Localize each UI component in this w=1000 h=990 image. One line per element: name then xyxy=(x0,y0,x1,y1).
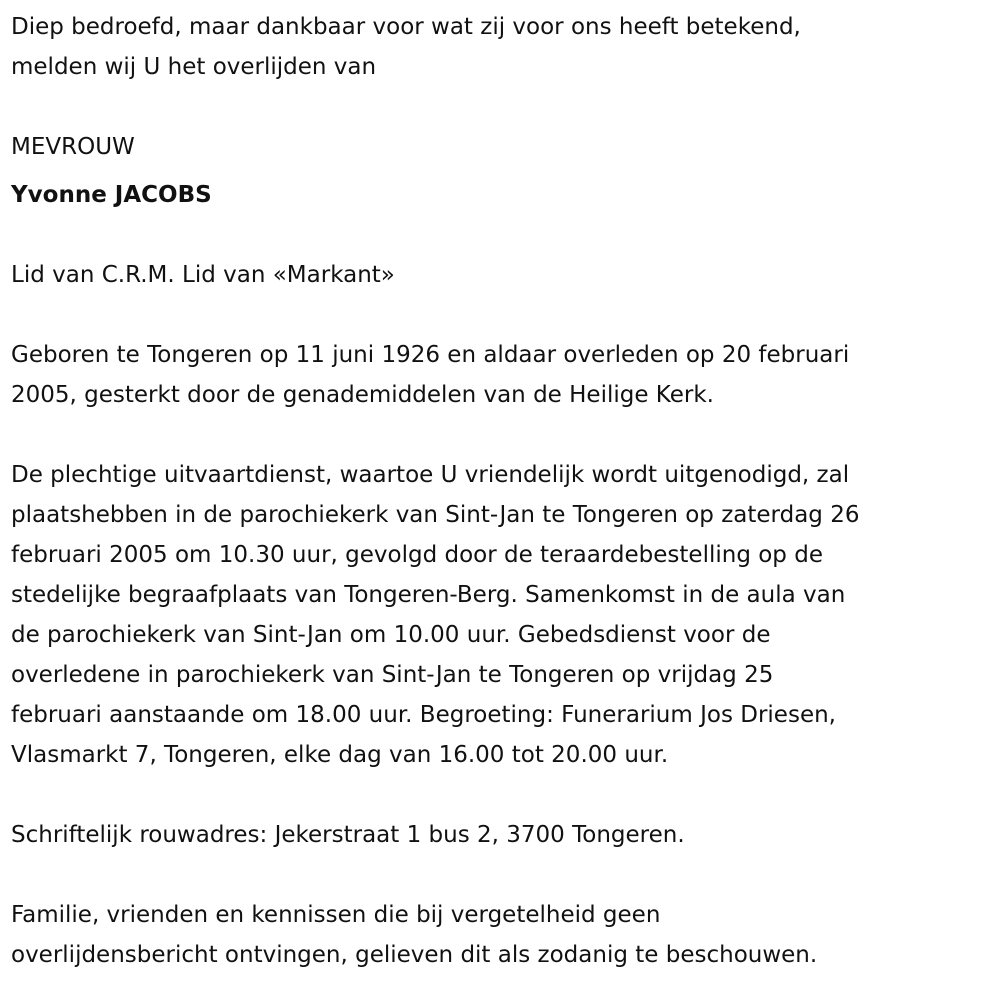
text-line: De plechtige uitvaartdienst, waartoe U vriendelijk wordt uitgenodigd, zal xyxy=(11,462,850,488)
text-line: plaatshebben in de parochiekerk van Sint-Jan te Tongeren op zaterdag 26 xyxy=(11,502,860,528)
text-line: Vlasmarkt 7, Tongeren, elke dag van 16.00 tot 20.00 uur. xyxy=(11,742,669,768)
intro-paragraph xyxy=(11,7,859,87)
text-line: Familie, vrienden en kennissen die bij vergetelheid geen xyxy=(11,902,661,928)
mourning-address: Schriftelijk rouwadres: Jekerstraat 1 bus 2, 3700 Tongeren. xyxy=(11,822,685,848)
text-line: stedelijke begraafplaats van Tongeren-Berg. Samenkomst in de aula van xyxy=(11,582,846,608)
text-line: overledene in parochiekerk van Sint-Jan te Tongeren op vrijdag 25 xyxy=(11,662,774,688)
closing-paragraph xyxy=(11,895,859,975)
text-line: overlijdensbericht ontvingen, gelieven dit als zodanig te beschouwen. xyxy=(11,942,818,968)
text-line: Diep bedroefd, maar dankbaar voor wat zij voor ons heeft betekend, xyxy=(11,14,801,40)
service-paragraph xyxy=(11,455,859,775)
membership: Lid van C.R.M. Lid van «Markant» xyxy=(11,262,395,288)
text-line: melden wij U het overlijden van xyxy=(11,54,377,80)
honorific: MEVROUW xyxy=(11,134,135,160)
text-line: februari aanstaande om 18.00 uur. Begroeting: Funerarium Jos Driesen, xyxy=(11,702,836,728)
text-line: de parochiekerk van Sint-Jan om 10.00 uur. Gebedsdienst voor de xyxy=(11,622,771,648)
text-line: 2005, gesterkt door de genademiddelen van de Heilige Kerk. xyxy=(11,382,714,408)
birth-paragraph xyxy=(11,335,859,415)
deceased-name: Yvonne JACOBS xyxy=(11,182,212,208)
text-line: februari 2005 om 10.30 uur, gevolgd door de teraardebestelling op de xyxy=(11,542,823,568)
text-line: Geboren te Tongeren op 11 juni 1926 en aldaar overleden op 20 februari xyxy=(11,342,850,368)
obituary-notice xyxy=(11,7,859,975)
